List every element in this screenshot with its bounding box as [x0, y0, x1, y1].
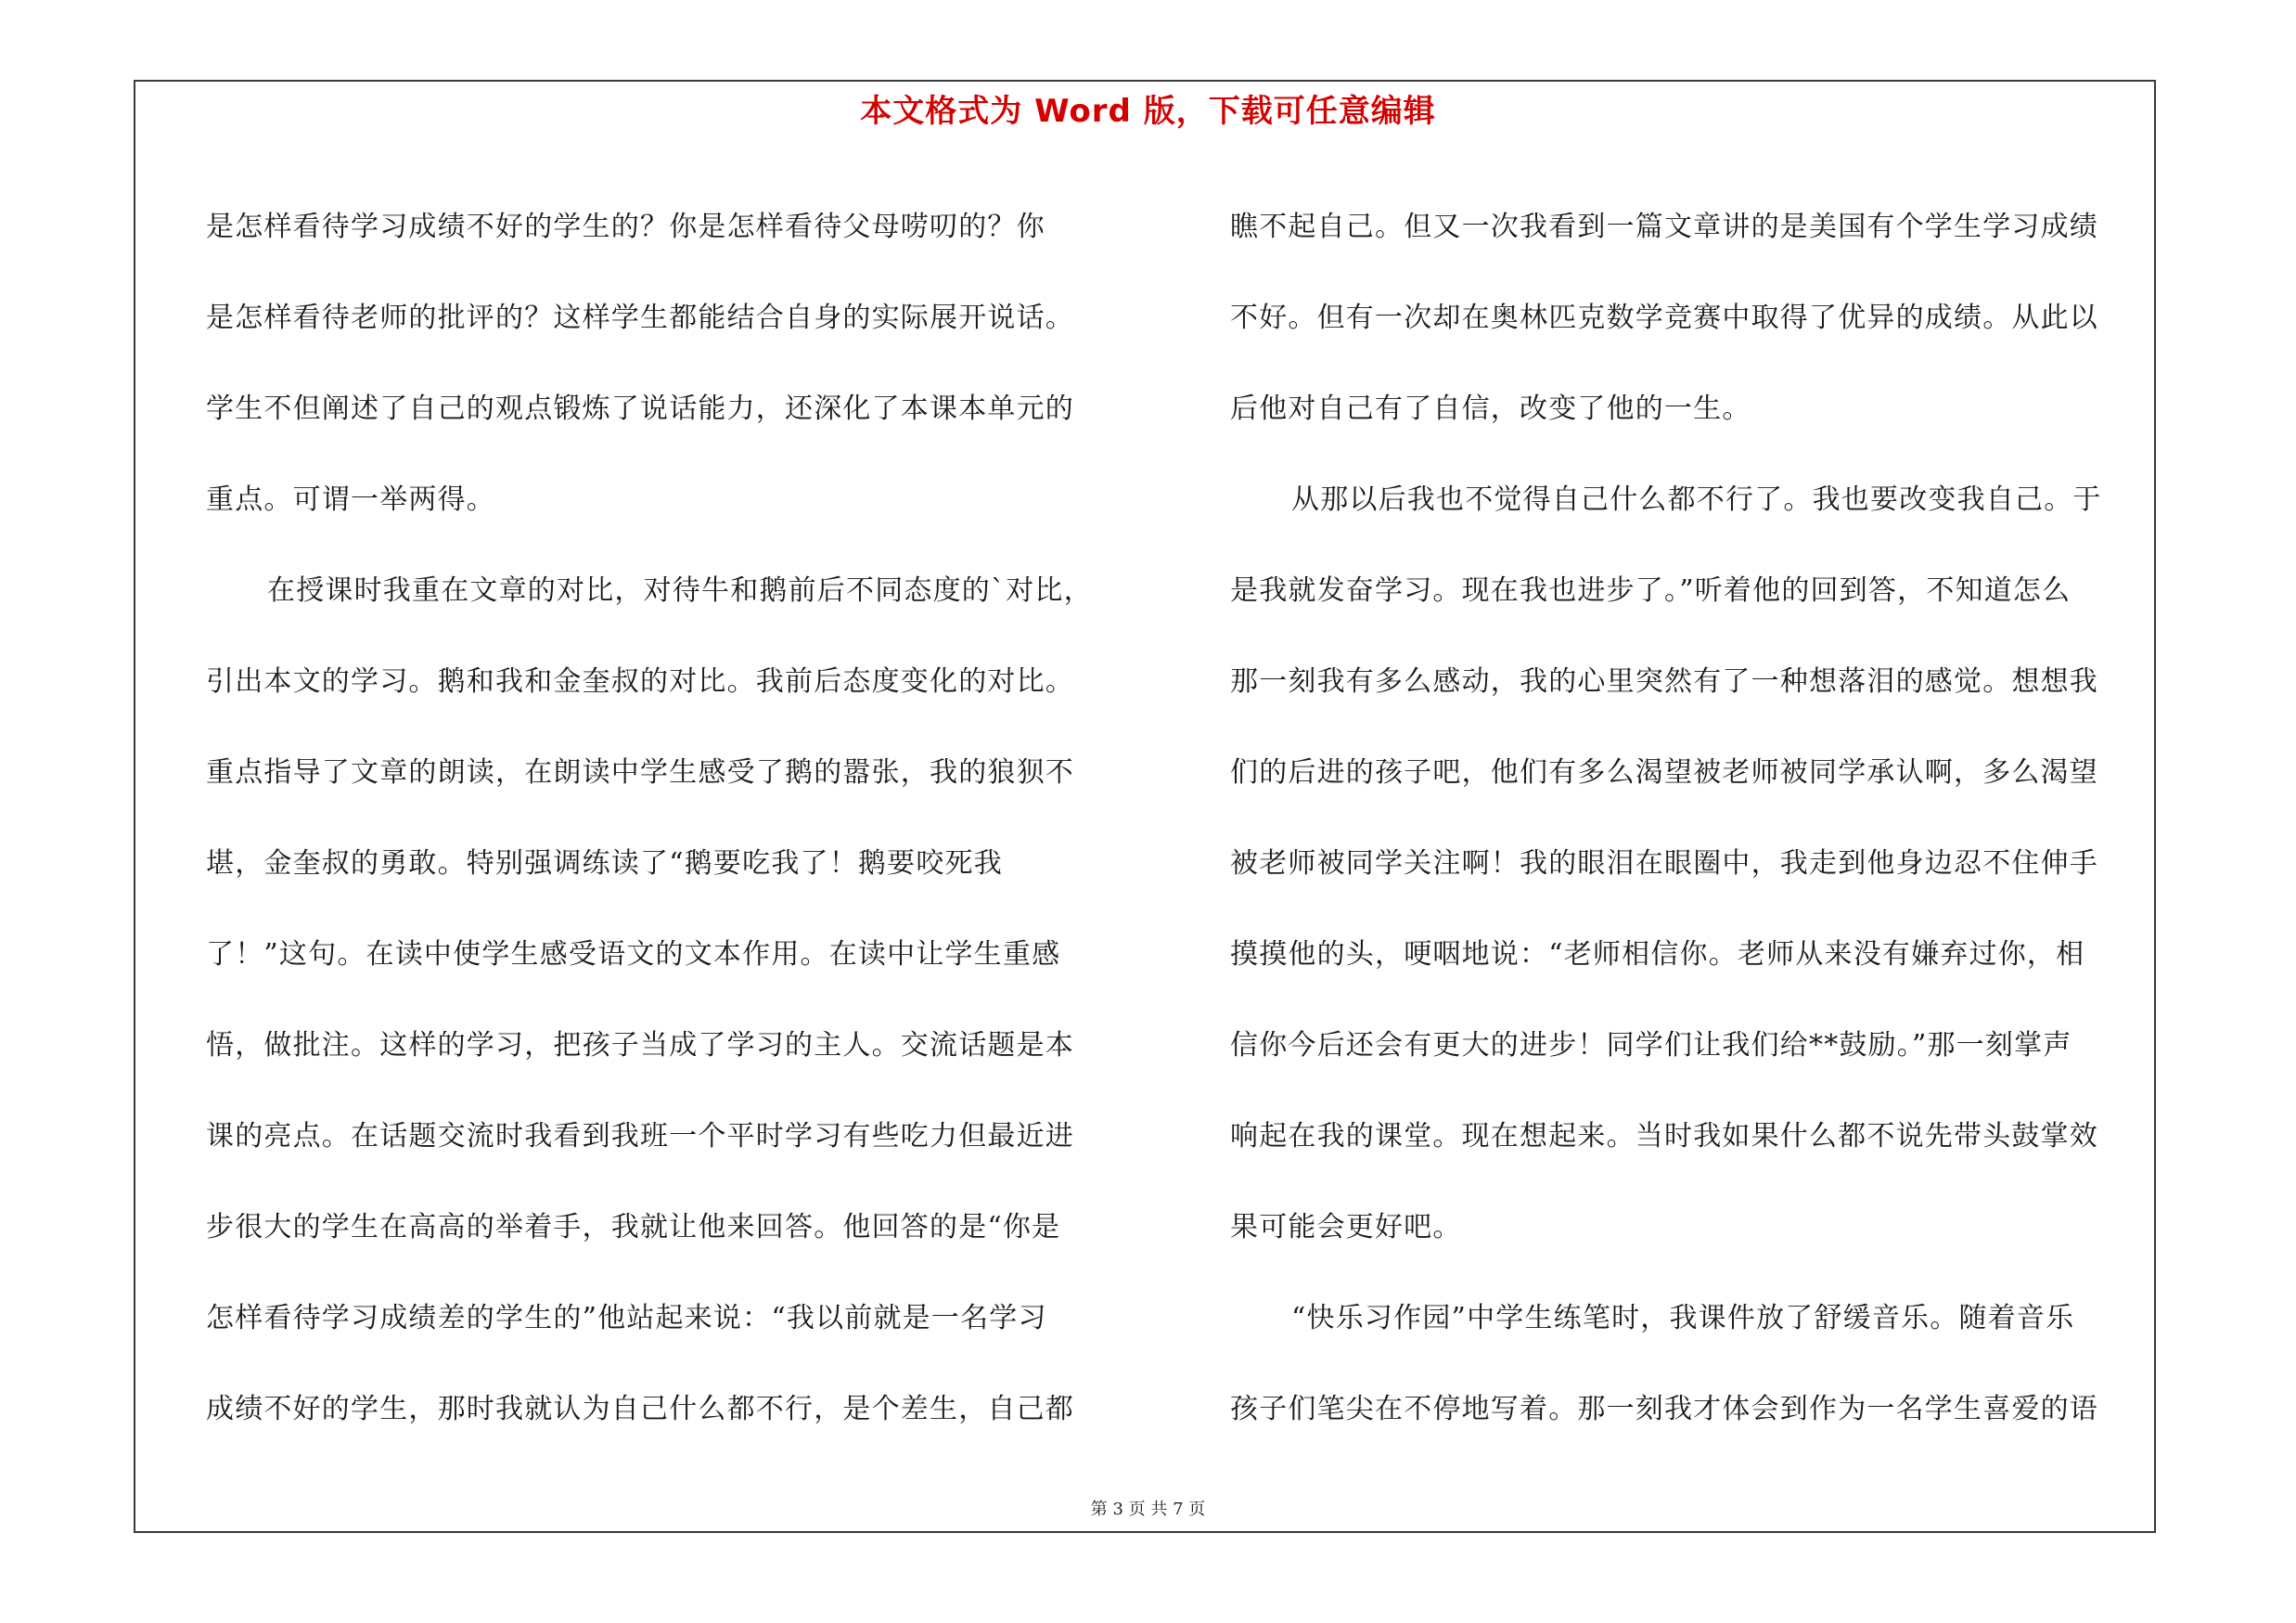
- text-line: 摸摸他的头，哽咽地说：“老师相信你。老师从来没有嫌弃过你，相: [1230, 938, 2085, 971]
- text-line: 信你今后还会有更大的进步！同学们让我们给**鼓励。”那一刻掌声: [1230, 1029, 2072, 1062]
- text-line: 悟，做批注。这样的学习，把孩子当成了学习的主人。交流话题是本: [206, 1029, 1074, 1062]
- text-line: 成绩不好的学生，那时我就认为自己什么都不行，是个差生，自己都: [206, 1393, 1074, 1425]
- text-line: 果可能会更好吧。: [1230, 1211, 1462, 1243]
- text-line: 了！”这句。在读中使学生感受语文的文本作用。在读中让学生重感: [206, 938, 1061, 971]
- text-line: 后他对自己有了自信，改变了他的一生。: [1230, 393, 1751, 425]
- text-line: “快乐习作园”中学生练笔时，我课件放了舒缓音乐。随着音乐: [1291, 1302, 2075, 1334]
- text-line: 响起在我的课堂。现在想起来。当时我如果什么都不说先带头鼓掌效: [1230, 1120, 2098, 1153]
- text-line: 那一刻我有多么感动，我的心里突然有了一种想落泪的感觉。想想我: [1230, 665, 2098, 698]
- text-line: 是怎样看待学习成绩不好的学生的？你是怎样看待父母唠叨的？你: [206, 211, 1045, 243]
- text-line: 孩子们笔尖在不停地写着。那一刻我才体会到作为一名学生喜爱的语: [1230, 1393, 2098, 1425]
- text-line: 不好。但有一次却在奥林匹克数学竞赛中取得了优异的成绩。从此以: [1230, 302, 2098, 334]
- text-line: 步很大的学生在高高的举着手，我就让他来回答。他回答的是“你是: [206, 1211, 1061, 1243]
- left-text-column: [206, 182, 1126, 1455]
- text-line: 重点。可谓一举两得。: [206, 483, 495, 516]
- text-line: 是我就发奋学习。现在我也进步了。”听着他的回到答，不知道怎么: [1230, 574, 2072, 607]
- page-indicator: 第 3 页 共 7 页: [1090, 1500, 1206, 1519]
- text-line: 被老师被同学关注啊！我的眼泪在眼圈中，我走到他身边忍不住伸手: [1230, 847, 2098, 880]
- word-format-banner: 本文格式为 Word 版，下载可任意编辑: [860, 93, 1436, 130]
- text-line: 学生不但阐述了自己的观点锻炼了说话能力，还深化了本课本单元的: [206, 393, 1074, 425]
- text-line: 们的后进的孩子吧，他们有多么渴望被老师被同学承认啊，多么渴望: [1230, 756, 2098, 789]
- text-line: 是怎样看待老师的批评的？这样学生都能结合自身的实际展开说话。: [206, 302, 1074, 334]
- text-line: 引出本文的学习。鹅和我和金奎叔的对比。我前后态度变化的对比。: [206, 665, 1074, 698]
- text-line: 从那以后我也不觉得自己什么都不行了。我也要改变我自己。于: [1291, 483, 2102, 516]
- text-line: 堪，金奎叔的勇敢。特别强调练读了“鹅要吃我了！鹅要咬死我: [206, 847, 1003, 880]
- text-line: 在授课时我重在文章的对比，对待牛和鹅前后不同态度的`对比，: [267, 574, 1093, 607]
- right-text-column: [1230, 182, 2150, 1455]
- text-line: 怎样看待学习成绩差的学生的”他站起来说：“我以前就是一名学习: [206, 1302, 1047, 1334]
- text-line: 瞧不起自己。但又一次我看到一篇文章讲的是美国有个学生学习成绩: [1230, 211, 2098, 243]
- text-line: 课的亮点。在话题交流时我看到我班一个平时学习有些吃力但最近进: [206, 1120, 1074, 1153]
- text-line: 重点指导了文章的朗读，在朗读中学生感受了鹅的嚣张，我的狼狈不: [206, 756, 1074, 789]
